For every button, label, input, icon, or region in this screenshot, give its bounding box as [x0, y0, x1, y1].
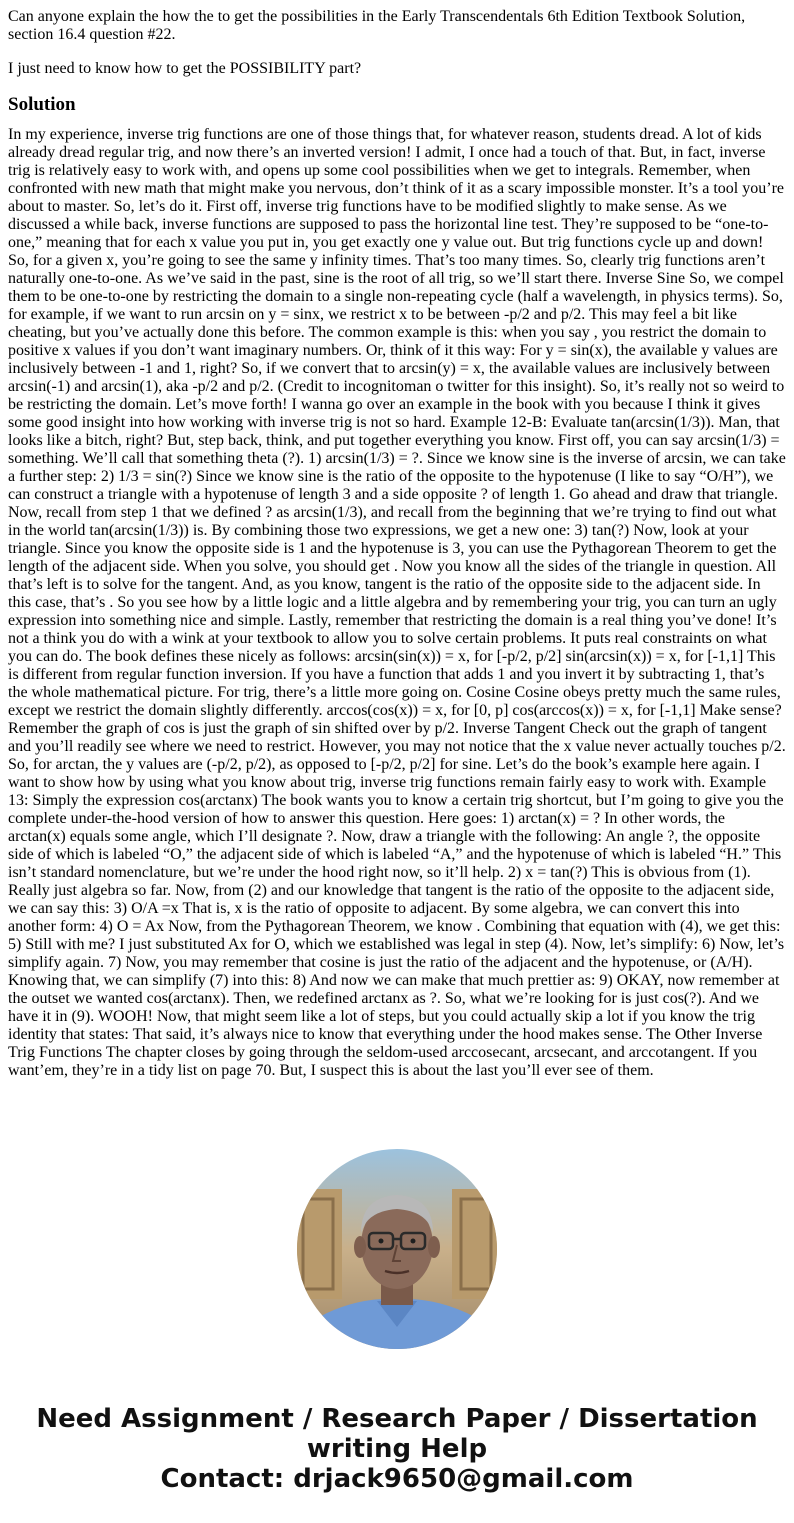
solution-heading: Solution [8, 94, 76, 115]
question-followup: I just need to know how to get the POSSIBILITY part? [8, 60, 362, 77]
promo-banner [8, 1404, 786, 1494]
avatar-container [8, 1149, 786, 1354]
author-avatar [297, 1149, 497, 1349]
author-photo-icon [297, 1149, 497, 1349]
promo-headline: Need Assignment / Research Paper / Dissertation writing Help [36, 1404, 758, 1464]
promo-contact: Contact: drjack9650@gmail.com [160, 1464, 634, 1494]
question-text: Can anyone explain the how the to get the possibilities in the Early Transcendentals 6th Edition Textbook Solution, section 16.4 question #22. [8, 8, 746, 43]
solution-body: In my experience, inverse trig functions are one of those things that, for whatever reason, students dread. A lot of kids already dread regular trig, and now there’s an inverted version! I admit, I once had a touch of that. But, in fact, inverse trig is relatively easy to work with, and opens up some cool possibilities when we get to integrals. Remember, when confronted with new math that might make you nervous, don’t think of it as a scary impossible monster. It’s a tool you’re about to master. So, let’s do it. First off, inverse trig functions have to be modified slightly to make sense. As we discussed a while back, inverse functions are supposed to pass the horizontal line test. They’re supposed to be “one-to-one,” meaning that for each x value you put in, you get exactly one y value out. But trig functions cycle up and down! So, for a given x, you’re going to see the same y infinity times. That’s too many times. So, clearly trig functions aren’t naturally one-to-one. As we’ve said in the past, sine is the root of all trig, so we’ll start there. Inverse Sine So, we compel them to be one-to-one by restricting the domain to a single non-repeating cycle (half a wavelength, in physics terms). So, for example, if we want to run arcsin on y = sinx, we restrict x to be between -p/2 and p/2. This may feel a bit like cheating, but you’ve actually done this before. The common example is this: when you say , you restrict the domain to positive x values if you don’t want imaginary numbers. Or, think of it this way: For y = sin(x), the available y values are inclusively between -1 and 1, right? So, if we convert that to arcsin(y) = x, the available values are inclusively between arcsin(-1) and arcsin(1), aka -p/2 and p/2. (Credit to incognitoman o twitter for this insight). So, it’s really not so weird to be restricting the domain. Let’s move forth! I wanna go over an example in the book with you because I think it gives some good insight into how working with inverse trig is not so hard. Example 12-B: Evaluate tan(arcsin(1/3)). Man, that looks like a bitch, right? But, step back, think, and put together everything you know. First off, you can say arcsin(1/3) = something. We’ll call that something theta (?). 1) arcsin(1/3) = ?. Since we know sine is the inverse of arcsin, we can take a further step: 2) 1/3 = sin(?) Since we know sine is the ratio of the opposite to the hypotenuse (I like to say “O/H”), we can construct a triangle with a hypotenuse of length 3 and a side opposite ? of length 1. Go ahead and draw that triangle. Now, recall from step 1 that we defined ? as arcsin(1/3), and recall from the beginning that we’re trying to find out what in the world tan(arcsin(1/3)) is. By combining those two expressions, we get a new one: 3) tan(?) Now, look at your triangle. Since you know the opposite side is 1 and the hypotenuse is 3, you can use the Pythagorean Theorem to get the length of the adjacent side. When you solve, you should get . Now you know all the sides of the triangle in question. All that’s left is to solve for the tangent. And, as you know, tangent is the ratio of the opposite side to the adjacent side. In this case, that’s . So you see how by a little logic and a little algebra and by remembering your trig, you can turn an ugly expression into something nice and simple. Lastly, remember that restricting the domain is a real thing you’ve done! It’s not a think you do with a wink at your textbook to allow you to solve certain problems. It puts real constraints on what you can do. The book defines these nicely as follows: arcsin(sin(x)) = x, for [-p/2, p/2] sin(arcsin(x)) = x, for [-1,1] This is different from regular function inversion. If you have a function that adds 1 and you invert it by subtracting 1, that’s the whole mathematical picture. For trig, there’s a little more going on. Cosine Cosine obeys pretty much the same rules, except we restrict the domain slightly differently. arccos(cos(x)) = x, for [0, p] cos(arccos(x)) = x, for [-1,1] Make sense? Remember the graph of cos is just the graph of sin shifted over by p/2. Inverse Tangent Check out the graph of tangent and you’ll readily see where we need to restrict. However, you may not notice that the x value never actually touches p/2. So, for arctan, the y values are (-p/2, p/2), as opposed to [-p/2, p/2] for sine. Let’s do the book’s example here again. I want to show how by using what you know about trig, inverse trig functions remain fairly easy to work with. Example 13: Simply the expression cos(arctanx) The book wants you to know a certain trig shortcut, but I’m going to give you the complete under-the-hood version of how to answer this question. Here goes: 1) arctan(x) = ? In other words, the arctan(x) equals some angle, which I’ll designate ?. Now, draw a triangle with the following: An angle ?, the opposite side of which is labeled “O,” the adjacent side of which is labeled “A,” and the hypotenuse of which is labeled “H.” This isn’t standard nomenclature, but we’re under the hood right now, so it’ll help. 2) x = tan(?) This is obvious from (1). Really just algebra so far. Now, from (2) and our knowledge that tangent is the ratio of the opposite to the adjacent side, we can say this: 3) O/A =x That is, x is the ratio of opposite to adjacent. By some algebra, we can convert this into another form: 4) O = Ax Now, from the Pythagorean Theorem, we know . Combining that equation with (4), we get this: 5) Still with me? I just substituted Ax for O, which we established was legal in step (4). Now, let’s simplify: 6) Now, let’s simplify again. 7) Now, you may remember that cosine is just the ratio of the adjacent and the hypotenuse, or (A/H). Knowing that, we can simplify (7) into this: 8) And now we can make that much prettier as: 9) OKAY, now remember at the outset we wanted cos(arctanx). Then, we redefined arctanx as ?. So, what we’re looking for is just cos(?). And we have it in (9). WOOH! Now, that might seem like a lot of steps, but you could actually skip a lot if you know the trig identity that states: That said, it’s always nice to know that everything under the hood makes sense. The Other Inverse Trig Functions The chapter closes by going through the seldom-used arccosecant, arcsecant, and arccotangent. If you want’em, they’re in a tidy list on page 70. But, I suspect this is about the last you’ll ever see of them. [8, 126, 786, 1079]
